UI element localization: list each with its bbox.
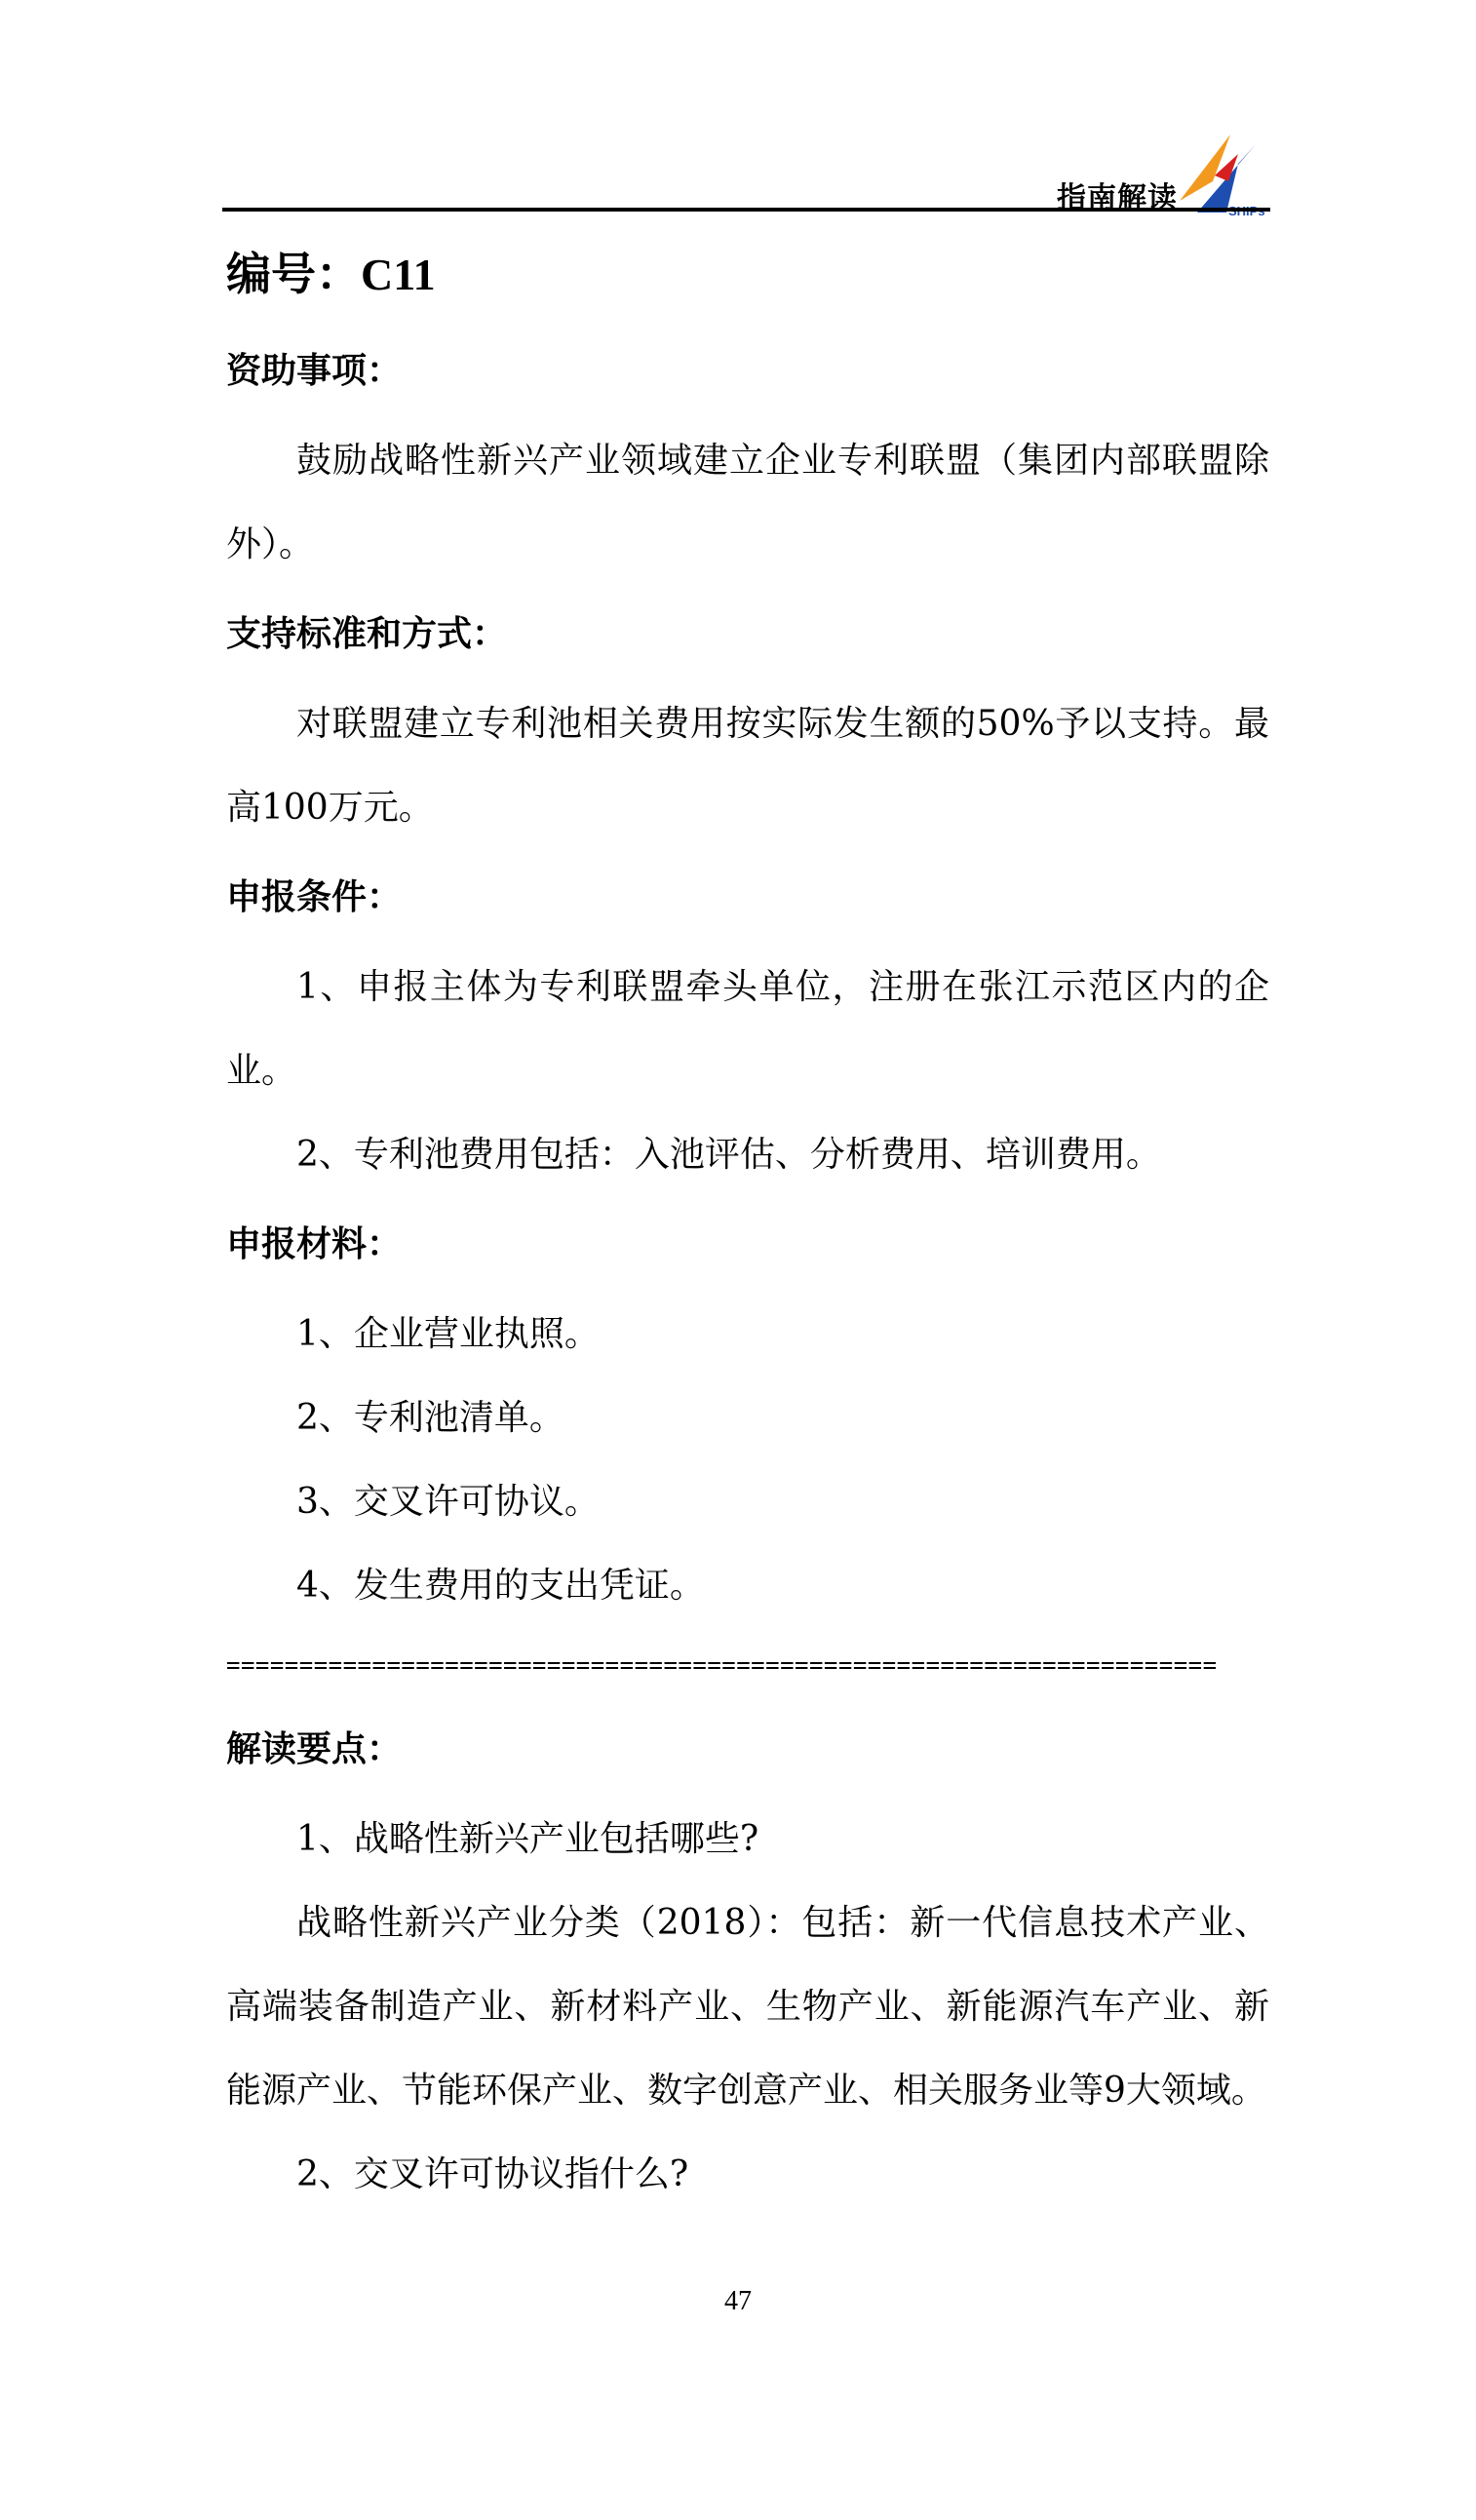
doc-number-value: C11 (361, 250, 436, 299)
materials-item: 2、专利池清单。 (296, 1398, 564, 1438)
document-body (226, 242, 1269, 2217)
doc-number-label: 编号： (226, 248, 361, 300)
materials-item: 4、发生费用的支出凭证。 (296, 1566, 705, 1606)
logo-text: SHIPs (1228, 204, 1265, 217)
interpretation-question: 1、战略性新兴产业包括哪些? (296, 1819, 759, 1859)
standard-text: 对联盟建立专利池相关费用按实际发生额的50%予以支持。最高100万元。 (226, 704, 1269, 828)
funding-text: 鼓励战略性新兴产业领域建立企业专利联盟（集团内部联盟除外）。 (226, 441, 1269, 564)
conditions-item: 2、专利池费用包括：入池评估、分析费用、培训费用。 (296, 1135, 1161, 1175)
materials-item: 1、企业营业执照。 (296, 1314, 600, 1354)
doc-number (226, 242, 1269, 306)
header-rule (222, 208, 1270, 212)
conditions-heading: 申报条件： (226, 877, 403, 917)
page-header (222, 115, 1267, 217)
ships-logo-icon (1170, 125, 1267, 217)
materials-heading: 申报材料： (226, 1224, 403, 1264)
section-divider: ==================================================================== (226, 1651, 1218, 1679)
funding-heading: 资助事项： (226, 351, 403, 391)
interpretation-answer: 战略性新兴产业分类（2018）：包括：新一代信息技术产业、高端装备制造产业、新材料产业、生物产业、新能源汽车产业、新能源产业、节能环保产业、数字创意产业、相关服务业等9大领域。 (226, 1903, 1269, 2111)
materials-item: 3、交叉许可协议。 (296, 1482, 600, 1522)
interpretation-heading: 解读要点： (226, 1729, 403, 1769)
header-title: 指南解读 (1057, 181, 1178, 215)
page-number: 47 (724, 2286, 752, 2316)
conditions-item: 1、申报主体为专利联盟牵头单位，注册在张江示范区内的企业。 (226, 967, 1269, 1091)
interpretation-question: 2、交叉许可协议指什么? (296, 2154, 689, 2194)
standard-heading: 支持标准和方式： (226, 614, 508, 654)
